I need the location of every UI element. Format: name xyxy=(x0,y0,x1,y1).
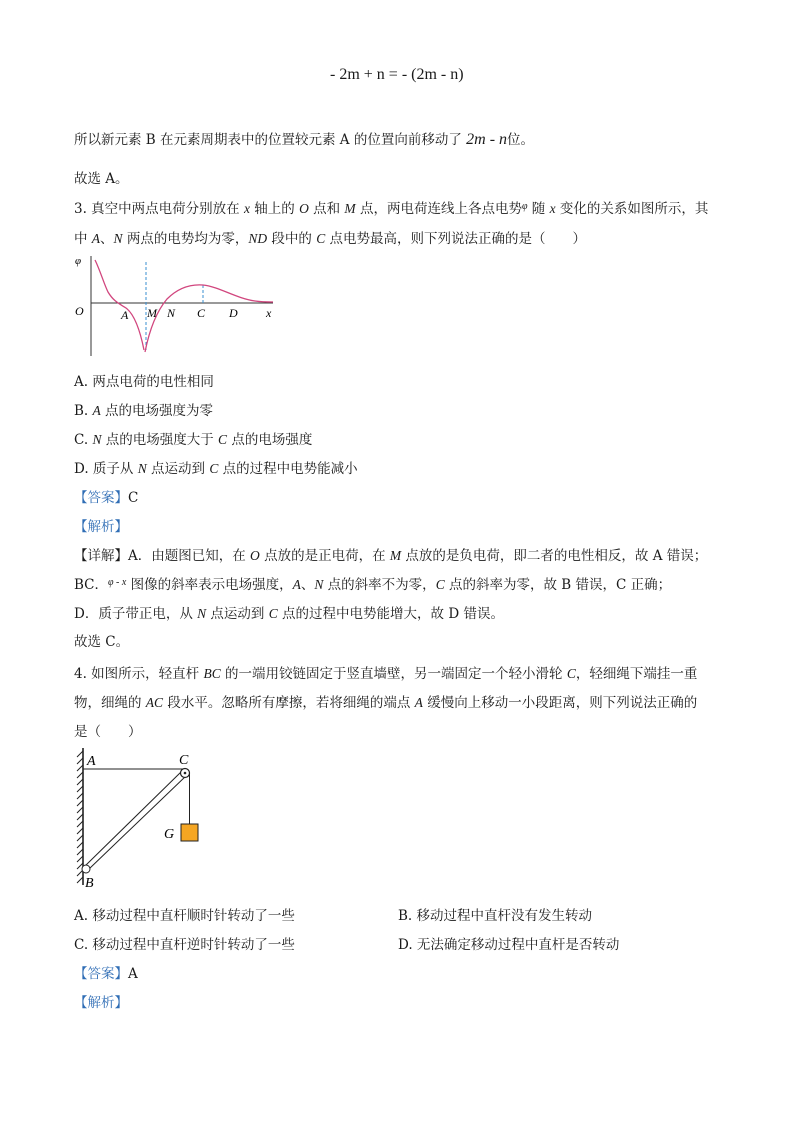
q3-var-n: N xyxy=(113,231,123,246)
detail-var: φ - x xyxy=(108,577,127,588)
x-axis-label: x xyxy=(266,306,272,320)
q3-detail-line2 xyxy=(74,573,671,593)
option-text: 点的过程中电势能减小 xyxy=(218,461,358,477)
q3-detail-line3 xyxy=(74,602,504,622)
option-text: 点运动到 xyxy=(146,461,210,477)
q4-var-a: A xyxy=(414,695,423,710)
option-text: D. 质子从 xyxy=(74,461,138,477)
detail-var: N xyxy=(314,577,324,592)
q4-stem-line3: 是（ ） xyxy=(74,724,142,740)
q3-option-a[interactable]: A. 两点电荷的电性相同 xyxy=(74,374,214,390)
option-text: 点的电场强度 xyxy=(227,432,313,448)
q4-option-a[interactable]: A. 移动过程中直杆顺时针转动了一些 xyxy=(74,908,295,924)
option-var: C xyxy=(218,432,228,447)
equation: - 2m + n = - (2m - n) xyxy=(330,66,464,83)
detail-text: 点放的是负电荷，即二者的电性相反，故 A 错误； xyxy=(401,548,708,564)
q3-text: 轴上的 xyxy=(249,201,300,217)
q4-option-b[interactable]: B. 移动过程中直杆没有发生转动 xyxy=(398,908,593,924)
detail-text: 点的斜率为零，故 B 错误，C 正确； xyxy=(444,577,672,593)
q3-stem-line1 xyxy=(74,197,708,217)
q4-stem-line2 xyxy=(74,691,697,711)
label-b: B xyxy=(85,876,94,890)
q3-text: 点电势最高，则下列说法正确的是（ ） xyxy=(325,231,587,247)
q3-detail-line1 xyxy=(74,544,707,564)
weight-g xyxy=(181,824,198,841)
origin-label: O xyxy=(75,304,84,318)
intro-line xyxy=(74,128,534,149)
detail-var: A xyxy=(292,577,301,592)
option-text: C. xyxy=(74,432,93,448)
point-n-label: N xyxy=(167,306,176,320)
q4-stem-line1 xyxy=(74,662,697,682)
q3-option-b[interactable] xyxy=(74,399,213,419)
q3-var-nd: ND xyxy=(248,231,268,246)
detail-text: D．质子带正电，从 xyxy=(74,606,198,622)
label-g: G xyxy=(164,827,175,842)
label-c: C xyxy=(179,753,189,768)
label-a: A xyxy=(87,754,96,769)
q4-text: ，轻细绳下端挂一重 xyxy=(575,666,698,682)
q3-text: 变化的关系如图所示，其 xyxy=(555,201,709,217)
option-text: 点的电场强度大于 xyxy=(101,432,219,448)
intro-expression: 2m - n xyxy=(466,131,508,148)
point-m-label: M xyxy=(147,306,157,320)
option-var: A xyxy=(92,403,101,418)
option-text: B. xyxy=(74,403,93,419)
phi-label: φ xyxy=(75,255,82,267)
q3-potential-graph xyxy=(70,252,282,360)
q4-option-c[interactable]: C. 移动过程中直杆逆时针转动了一些 xyxy=(74,937,295,953)
intro-text-end: 位。 xyxy=(507,132,535,148)
q3-text: 段中的 xyxy=(267,231,317,247)
option-var: N xyxy=(137,461,147,476)
q3-var-phi: φ xyxy=(521,201,528,212)
detail-var: C xyxy=(435,577,445,592)
q3-analysis-label: 【解析】 xyxy=(74,519,128,535)
potential-curve-left xyxy=(95,260,144,350)
point-c-label: C xyxy=(197,306,206,320)
detail-var: N xyxy=(197,606,207,621)
q3-text: 中 xyxy=(74,231,92,247)
rod-bc-edge1 xyxy=(85,771,182,866)
q3-var-a: A xyxy=(91,231,101,246)
option-var: N xyxy=(92,432,102,447)
answer-value: A xyxy=(128,966,138,982)
q4-text: 缓慢向上移动一小段距离，则下列说法正确的 xyxy=(422,695,698,711)
q4-text: 的一端用铰链固定于竖直墙壁，另一端固定一个轻小滑轮 xyxy=(220,666,567,682)
q4-text: 段水平。忽略所有摩擦，若将细绳的端点 xyxy=(163,695,415,711)
q3-stem-line2 xyxy=(74,227,586,247)
detail-text: 点放的是正电荷，在 xyxy=(259,548,390,564)
detail-text: 【详解】A．由题图已知，在 xyxy=(74,548,251,564)
q3-var-o: O xyxy=(299,201,309,216)
q4-option-d[interactable]: D. 无法确定移动过程中直杆是否转动 xyxy=(398,937,620,953)
q3-text: 、 xyxy=(100,231,114,247)
detail-text: 点的斜率不为零， xyxy=(323,577,436,593)
q3-var-c: C xyxy=(316,231,326,246)
detail-var: M xyxy=(389,548,402,563)
q3-option-c[interactable] xyxy=(74,428,312,448)
point-a-label: A xyxy=(121,308,129,322)
q3-var-x: x xyxy=(549,201,556,216)
q4-rod-pulley-figure xyxy=(72,745,212,890)
answer-label: 【答案】 xyxy=(74,490,128,506)
q3-var-m: M xyxy=(344,201,356,216)
q3-option-d[interactable] xyxy=(74,457,358,477)
detail-var: C xyxy=(268,606,278,621)
detail-text: BC． xyxy=(74,577,109,593)
select-a-line: 故选 A。 xyxy=(74,171,129,187)
detail-text: 点运动到 xyxy=(206,606,269,622)
q4-text: 物，细绳的 xyxy=(74,695,146,711)
hinge-b xyxy=(82,865,90,873)
detail-text: 图像的斜率表示电场强度， xyxy=(126,577,293,593)
q3-text: 点，两电荷连线上各点电势 xyxy=(355,201,522,217)
potential-curve-right xyxy=(145,285,273,352)
answer-value: C xyxy=(128,490,139,506)
q4-var-bc: BC xyxy=(203,666,221,681)
detail-text: 点的过程中电势能增大，故 D 错误。 xyxy=(277,606,504,622)
detail-text: 、 xyxy=(300,577,315,593)
q4-var-c: C xyxy=(566,666,576,681)
q4-text: 4. 如图所示，轻直杆 xyxy=(74,666,204,682)
q4-answer xyxy=(74,962,138,982)
option-text: 点的电场强度为零 xyxy=(100,403,214,419)
q3-var-x: x xyxy=(243,201,250,216)
detail-var: O xyxy=(250,548,260,563)
q4-var-ac: AC xyxy=(145,695,164,710)
q3-text: 两点的电势均为零， xyxy=(122,231,249,247)
intro-text: 所以新元素 B 在元素周期表中的位置较元素 A 的位置向前移动了 xyxy=(74,132,467,148)
q3-text: 点和 xyxy=(308,201,345,217)
pulley-axle xyxy=(184,772,187,775)
rod-bc-edge2 xyxy=(89,775,187,869)
q3-text: 随 xyxy=(527,201,550,217)
option-var: C xyxy=(209,461,219,476)
wall-hatching xyxy=(77,751,83,883)
point-d-label: D xyxy=(229,306,238,320)
q3-answer xyxy=(74,486,138,506)
q3-text: 3. 真空中两点电荷分别放在 xyxy=(74,201,244,217)
q3-select-line: 故选 C。 xyxy=(74,634,130,650)
answer-label: 【答案】 xyxy=(74,966,128,982)
q4-analysis-label: 【解析】 xyxy=(74,995,128,1011)
